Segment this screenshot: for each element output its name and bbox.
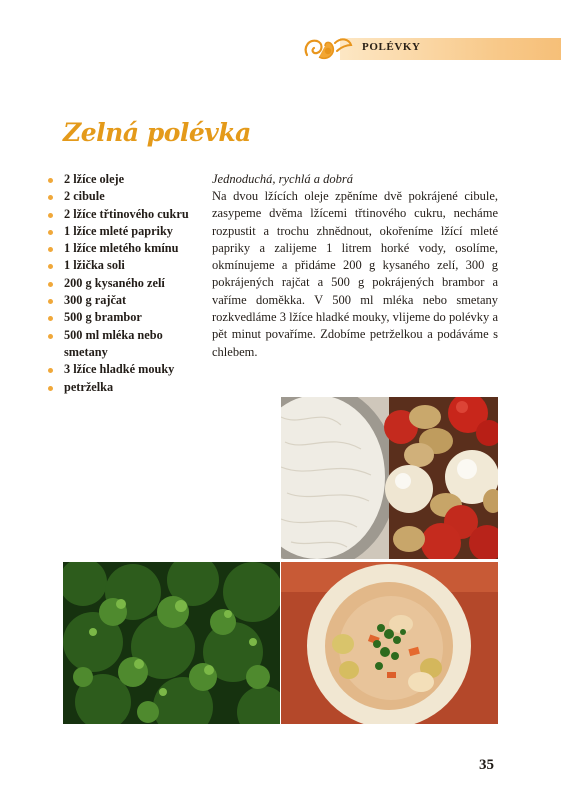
- ingredient-text: 500 ml mléka nebo smetany: [64, 327, 163, 359]
- bullet-icon: [48, 386, 53, 391]
- sauerkraut-vegetables-photo: [281, 397, 498, 559]
- bullet-icon: [48, 334, 53, 339]
- bullet-icon: [48, 299, 53, 304]
- recipe-method: Na dvou lžících oleje zpěníme dvě pokrájené cibule, zasypeme dvěma lžícemi třtinového cukru, necháme rozpustit a trochu zhnědnout, okořeníme lžící mleté papriky a zalijeme 1 litrem horké vody, osolíme, okmínujeme a přidáme 200 g kysaného zelí, 300 g pokrájených rajčat a 500 g pokrájených brambor a vaříme doměkka. V 500 ml mléka nebo smetany rozkvedláme 3 lžíce hladké mouky, vlijeme do polévky a pět minut povaříme. Zdobíme petrželkou a podáváme s chlebem.: [212, 189, 498, 359]
- recipe-title: Zelná polévka: [63, 118, 251, 147]
- ingredient-text: petrželka: [64, 379, 114, 394]
- parsley-photo: [63, 562, 280, 724]
- bullet-icon: [48, 230, 53, 235]
- recipe-subtitle: Jednoduchá, rychlá a dobrá: [212, 172, 353, 186]
- ingredient-text: 1 lžíce mletého kmínu: [64, 241, 179, 256]
- ingredient-item: [46, 257, 206, 274]
- bullet-icon: [48, 178, 53, 183]
- ingredient-item: [46, 361, 206, 378]
- bullet-icon: [48, 213, 53, 218]
- soup-bowl-photo: [281, 562, 498, 724]
- ingredient-text: 2 lžíce třtinového cukru: [64, 206, 189, 221]
- ingredient-item: [46, 223, 206, 240]
- ingredient-item: [46, 379, 206, 396]
- ingredient-text: 2 cibule: [64, 189, 105, 204]
- bullet-icon: [48, 195, 53, 200]
- bullet-icon: [48, 368, 53, 373]
- ingredient-text: 1 lžička soli: [64, 258, 125, 273]
- ingredient-text: 3 lžíce hladké mouky: [64, 362, 175, 377]
- ingredient-item: [46, 206, 206, 223]
- ingredient-list: [46, 171, 206, 396]
- bullet-icon: [48, 282, 53, 287]
- bullet-icon: [48, 316, 53, 321]
- page-number: 35: [479, 757, 494, 773]
- ingredient-text: 300 g rajčat: [64, 293, 127, 308]
- bullet-icon: [48, 247, 53, 252]
- ingredient-text: 200 g kysaného zelí: [64, 275, 165, 290]
- ingredient-item: [46, 188, 206, 205]
- ingredient-item: [46, 275, 206, 292]
- ingredient-text: 2 lžíce oleje: [64, 172, 125, 186]
- ingredient-text: 1 lžíce mleté papriky: [64, 223, 173, 238]
- ingredient-text: 500 g brambor: [64, 310, 142, 325]
- bullet-icon: [48, 264, 53, 269]
- section-label: POLÉVKY: [362, 41, 421, 53]
- ornament-icon: [301, 33, 355, 63]
- ingredient-item: [46, 292, 206, 309]
- ingredient-item: [46, 309, 206, 326]
- ingredient-item: [46, 171, 206, 188]
- ingredient-item: [46, 240, 206, 257]
- ingredient-item: [46, 327, 206, 362]
